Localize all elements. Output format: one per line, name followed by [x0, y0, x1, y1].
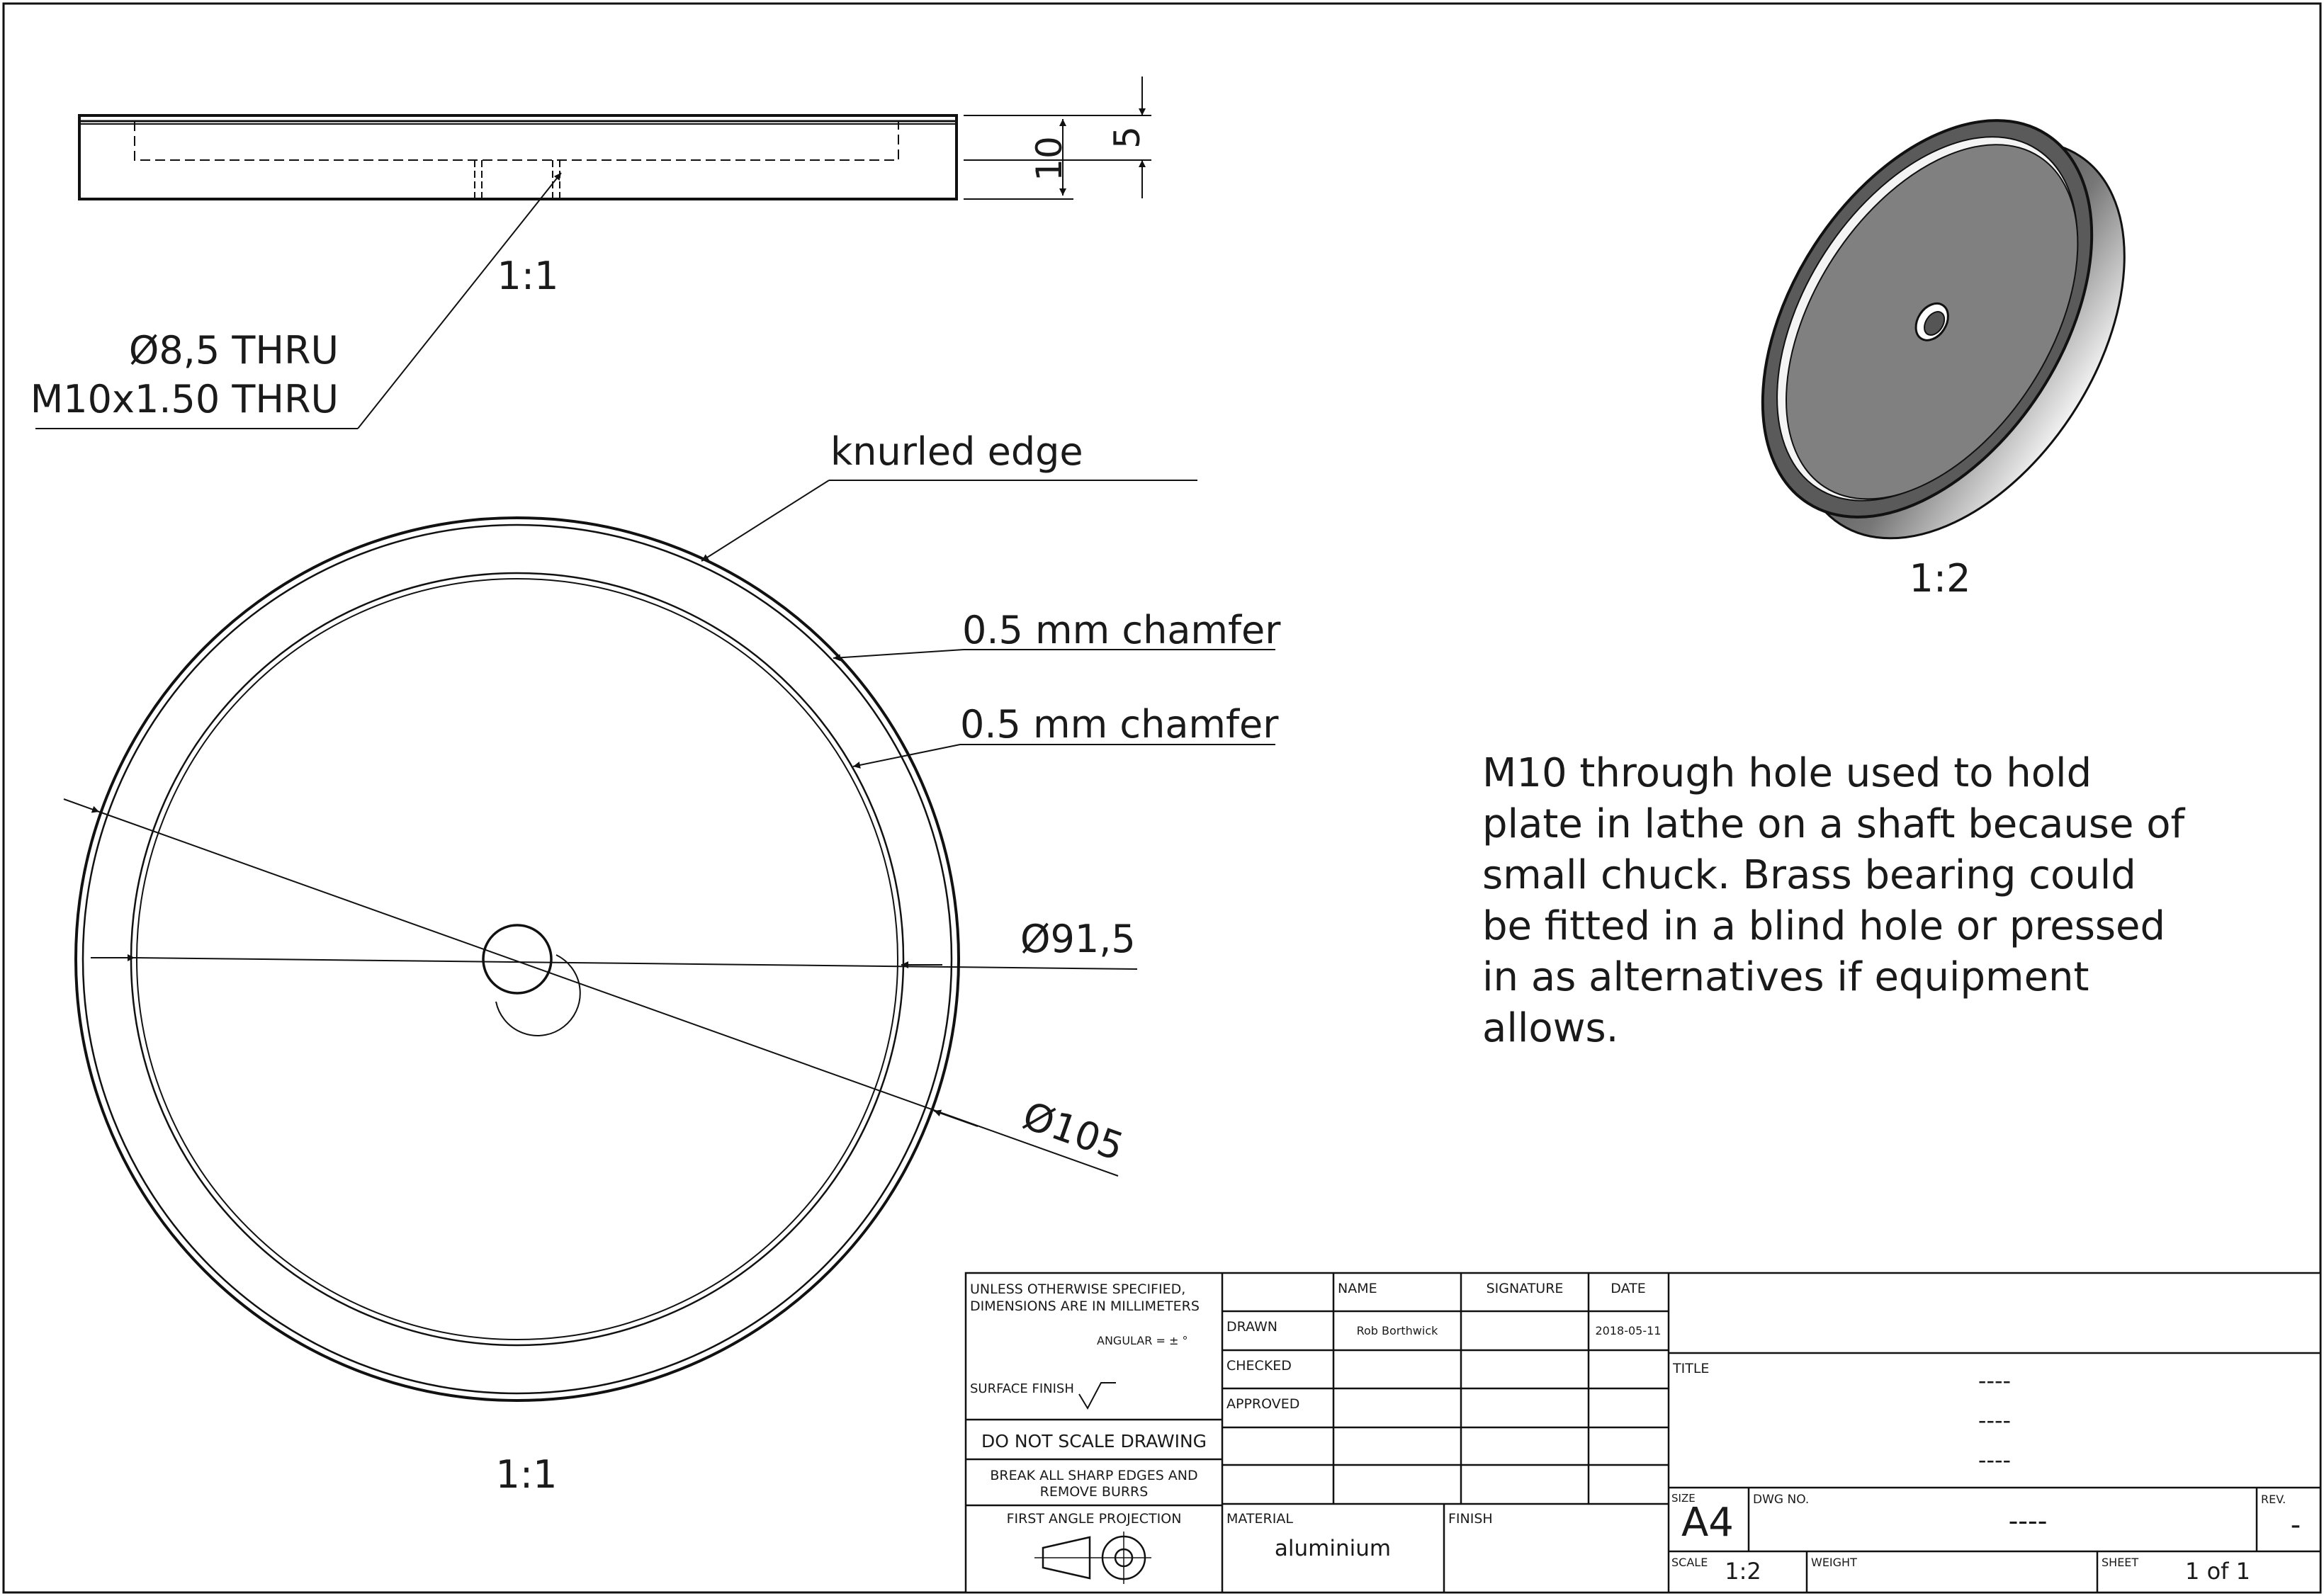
title-line-2: ----	[1978, 1407, 2012, 1434]
note-line-2: plate in lathe on a shaft because of	[1482, 801, 2185, 847]
finish-label: FINISH	[1448, 1511, 1493, 1527]
chamfer-label-2: 0.5 mm chamfer	[960, 702, 1279, 747]
title-block	[966, 1273, 2320, 1592]
scale-label: SCALE	[1671, 1556, 1708, 1569]
spec-line-1: UNLESS OTHERWISE SPECIFIED,	[970, 1281, 1186, 1297]
hole-callout-thread: M10x1.50 THRU	[30, 377, 339, 421]
knurl-leader	[701, 480, 1197, 561]
side-view-scale: 1:1	[497, 254, 559, 298]
title-label: TITLE	[1673, 1361, 1710, 1376]
material-value: aluminium	[1274, 1536, 1392, 1561]
angular-tolerance: ANGULAR = ± °	[1097, 1334, 1188, 1347]
knurl-label: knurled edge	[830, 429, 1083, 474]
thickness-dimension: 10	[1029, 136, 1070, 181]
step-dimension: 5	[1107, 126, 1148, 149]
manufacturing-note	[1482, 750, 2185, 1051]
drawn-date: 2018-05-11	[1595, 1324, 1662, 1337]
material-label: MATERIAL	[1226, 1511, 1293, 1527]
inner-diameter-label: Ø91,5	[1020, 917, 1136, 961]
outer-diameter-label: Ø105	[1017, 1092, 1129, 1170]
chamfer-leader-2	[853, 745, 1275, 766]
chamfer-label-1: 0.5 mm chamfer	[962, 608, 1281, 652]
spec-line-2: DIMENSIONS ARE IN MILLIMETERS	[970, 1298, 1200, 1314]
front-view-scale: 1:1	[495, 1452, 558, 1497]
note-line-3: small chuck. Brass bearing could	[1482, 852, 2136, 898]
note-line-1: M10 through hole used to hold	[1482, 750, 2092, 796]
isometric-view	[1695, 62, 2192, 598]
size-value: A4	[1681, 1500, 1734, 1546]
iso-view-scale: 1:2	[1909, 556, 1971, 601]
drawn-label: DRAWN	[1226, 1319, 1278, 1335]
rev-label: REV.	[2261, 1493, 2286, 1506]
sheet-label: SHEET	[2102, 1556, 2139, 1569]
dwg-no-value: ----	[2008, 1505, 2048, 1536]
size-label: SIZE	[1671, 1492, 1696, 1505]
weight-label: WEIGHT	[1811, 1556, 1857, 1569]
title-line-1: ----	[1978, 1367, 2012, 1394]
surface-finish-label: SURFACE FINISH	[970, 1381, 1074, 1396]
checked-label: CHECKED	[1226, 1358, 1292, 1374]
inner-diameter-line	[91, 958, 1137, 969]
break-edges-line-2: REMOVE BURRS	[1039, 1484, 1149, 1500]
scale-value: 1:2	[1725, 1558, 1761, 1585]
signature-column-header: SIGNATURE	[1486, 1281, 1564, 1296]
side-view	[79, 115, 957, 199]
note-line-4: be fitted in a blind hole or pressed	[1482, 903, 2166, 949]
name-column-header: NAME	[1338, 1281, 1377, 1296]
rev-value: -	[2290, 1509, 2301, 1541]
projection-label: FIRST ANGLE PROJECTION	[1006, 1511, 1182, 1527]
drawn-by-name: Rob Borthwick	[1356, 1324, 1438, 1337]
date-column-header: DATE	[1611, 1281, 1646, 1296]
note-line-5: in as alternatives if equipment	[1482, 954, 2089, 1000]
hole-callout-dia: Ø8,5 THRU	[128, 328, 339, 373]
title-line-3: ----	[1978, 1447, 2012, 1473]
dwg-no-label: DWG NO.	[1753, 1493, 1810, 1507]
break-edges-line-1: BREAK ALL SHARP EDGES AND	[990, 1468, 1198, 1483]
do-not-scale-text: DO NOT SCALE DRAWING	[981, 1431, 1207, 1451]
sheet-value: 1 of 1	[2185, 1558, 2250, 1585]
outer-diameter-line	[64, 799, 1118, 1176]
note-line-6: allows.	[1482, 1005, 1619, 1051]
approved-label: APPROVED	[1226, 1396, 1300, 1412]
